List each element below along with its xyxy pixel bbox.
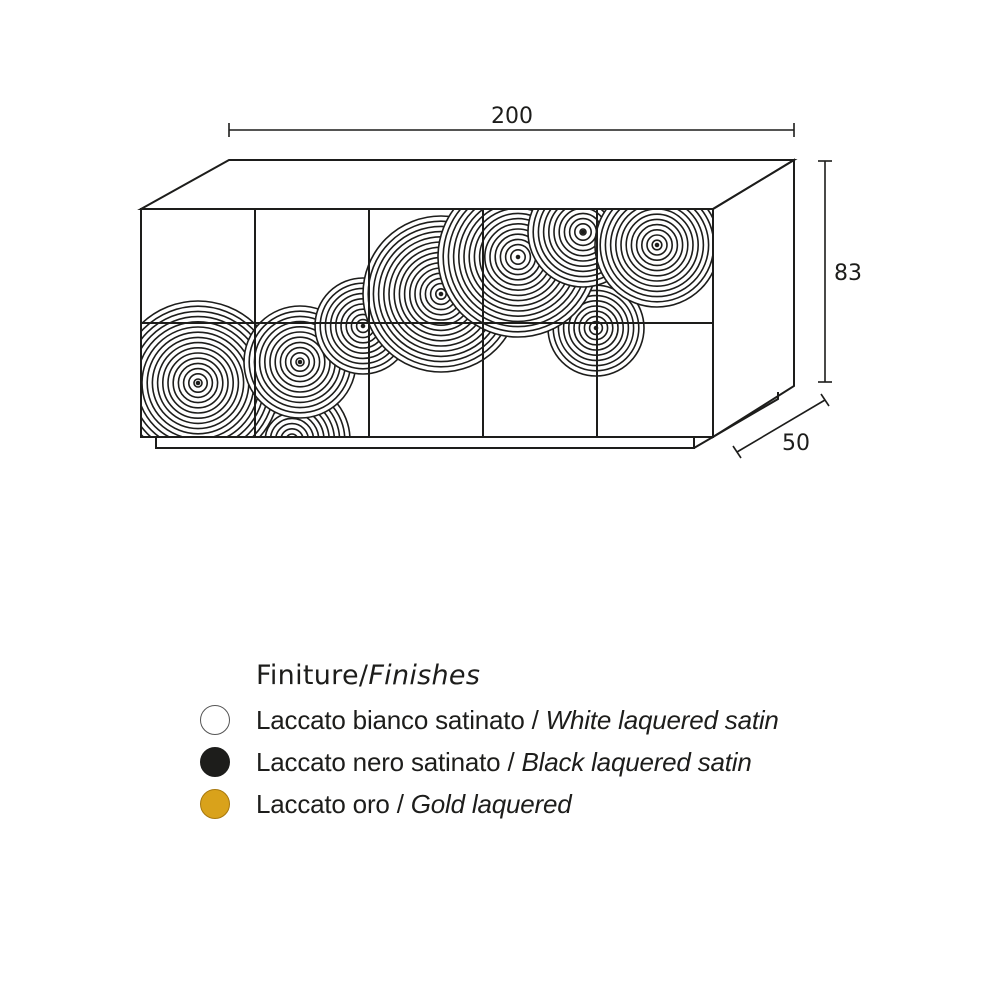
height-label: 83	[834, 261, 862, 286]
finish-label-en: Gold laquered	[410, 788, 572, 819]
finish-label-it: Laccato nero satinato	[256, 746, 501, 777]
height-dimension	[818, 161, 832, 382]
finish-label	[256, 747, 752, 778]
depth-label: 50	[782, 431, 810, 456]
finish-label-it: Laccato bianco satinato	[256, 704, 525, 735]
finish-label	[256, 789, 572, 820]
finish-item-white	[200, 699, 960, 741]
circle-pattern	[116, 177, 719, 498]
finishes-legend	[200, 660, 960, 825]
finish-label	[256, 705, 779, 736]
finishes-title-en: Finishes	[368, 660, 481, 691]
black-swatch-icon	[200, 747, 230, 777]
ring-group	[595, 183, 719, 307]
width-label: 200	[491, 104, 533, 129]
finish-item-black	[200, 741, 960, 783]
finish-label-sep: /	[396, 788, 411, 819]
finish-label-sep: /	[524, 704, 546, 735]
gold-swatch-icon	[200, 789, 230, 819]
depth-dimension	[733, 394, 829, 458]
white-swatch-icon	[200, 705, 230, 735]
finish-label-sep: /	[500, 746, 522, 777]
finish-label-it: Laccato oro	[256, 788, 397, 819]
finish-item-gold	[200, 783, 960, 825]
finish-label-en: White laquered satin	[545, 704, 779, 735]
finish-label-en: Black laquered satin	[521, 746, 752, 777]
finishes-title-separator: /	[358, 660, 369, 691]
finishes-title-it: Finiture	[256, 660, 359, 691]
finishes-title	[256, 660, 960, 691]
